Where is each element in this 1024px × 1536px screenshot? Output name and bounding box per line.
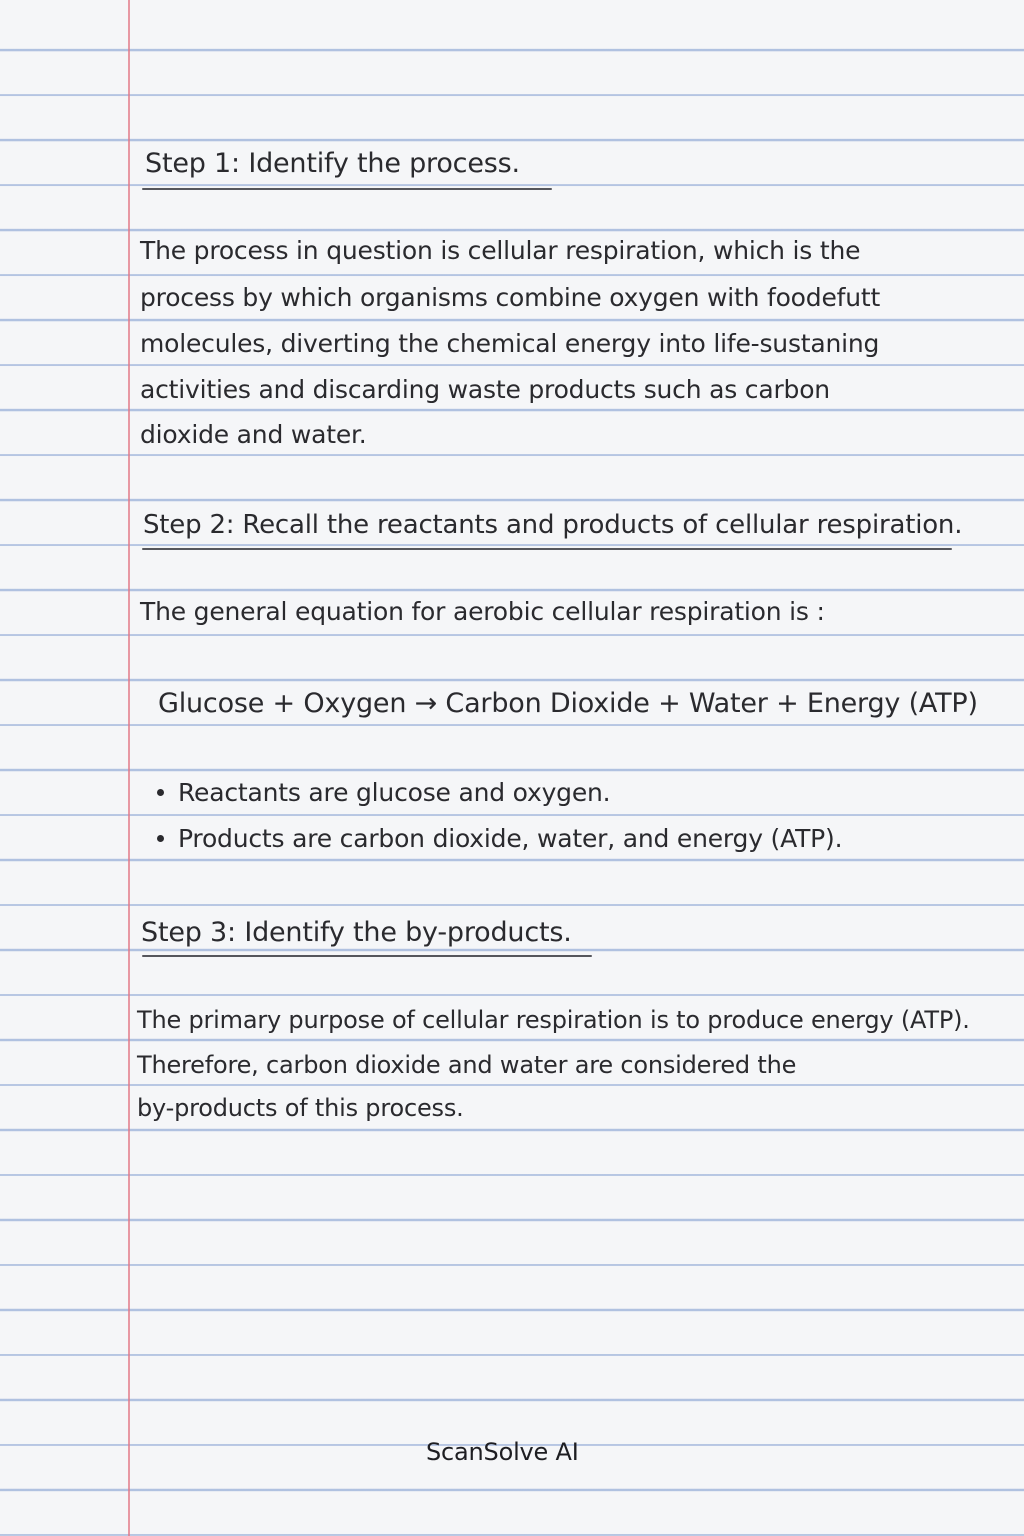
step2-intro: The general equation for aerobic cellular respiration is :: [140, 597, 825, 626]
step1-line-1: The process in question is cellular respiration, which is the: [140, 236, 861, 265]
step1-line-3: molecules, diverting the chemical energy into life-sustaning: [140, 329, 880, 358]
step1-heading: Step 1: Identify the process.: [145, 148, 520, 179]
margin-line: [128, 0, 130, 1536]
bullet-reactants: Reactants are glucose and oxygen.: [178, 778, 611, 807]
step1-line-2: process by which organisms combine oxygen with foodefutt: [140, 283, 881, 312]
step2-heading: Step 2: Recall the reactants and products of cellular respiration.: [143, 510, 963, 540]
step3-line-3: by-products of this process.: [137, 1094, 464, 1122]
bullet-products: Products are carbon dioxide, water, and energy (ATP).: [178, 824, 843, 853]
step1-heading-underline: [142, 188, 552, 190]
step3-heading-underline: [142, 955, 592, 957]
bullet-dot-2: [157, 835, 164, 842]
brand-watermark: ScanSolve AI: [426, 1438, 579, 1466]
bullet-dot-1: [157, 789, 164, 796]
respiration-equation: Glucose + Oxygen → Carbon Dioxide + Water + Energy (ATP): [158, 688, 978, 719]
step3-heading: Step 3: Identify the by-products.: [141, 917, 572, 948]
step1-line-5: dioxide and water.: [140, 420, 367, 449]
step1-line-4: activities and discarding waste products such as carbon: [140, 375, 830, 404]
step3-line-1: The primary purpose of cellular respiration is to produce energy (ATP).: [137, 1006, 970, 1034]
step2-heading-underline: [142, 548, 952, 550]
step3-line-2: Therefore, carbon dioxide and water are considered the: [137, 1051, 797, 1079]
